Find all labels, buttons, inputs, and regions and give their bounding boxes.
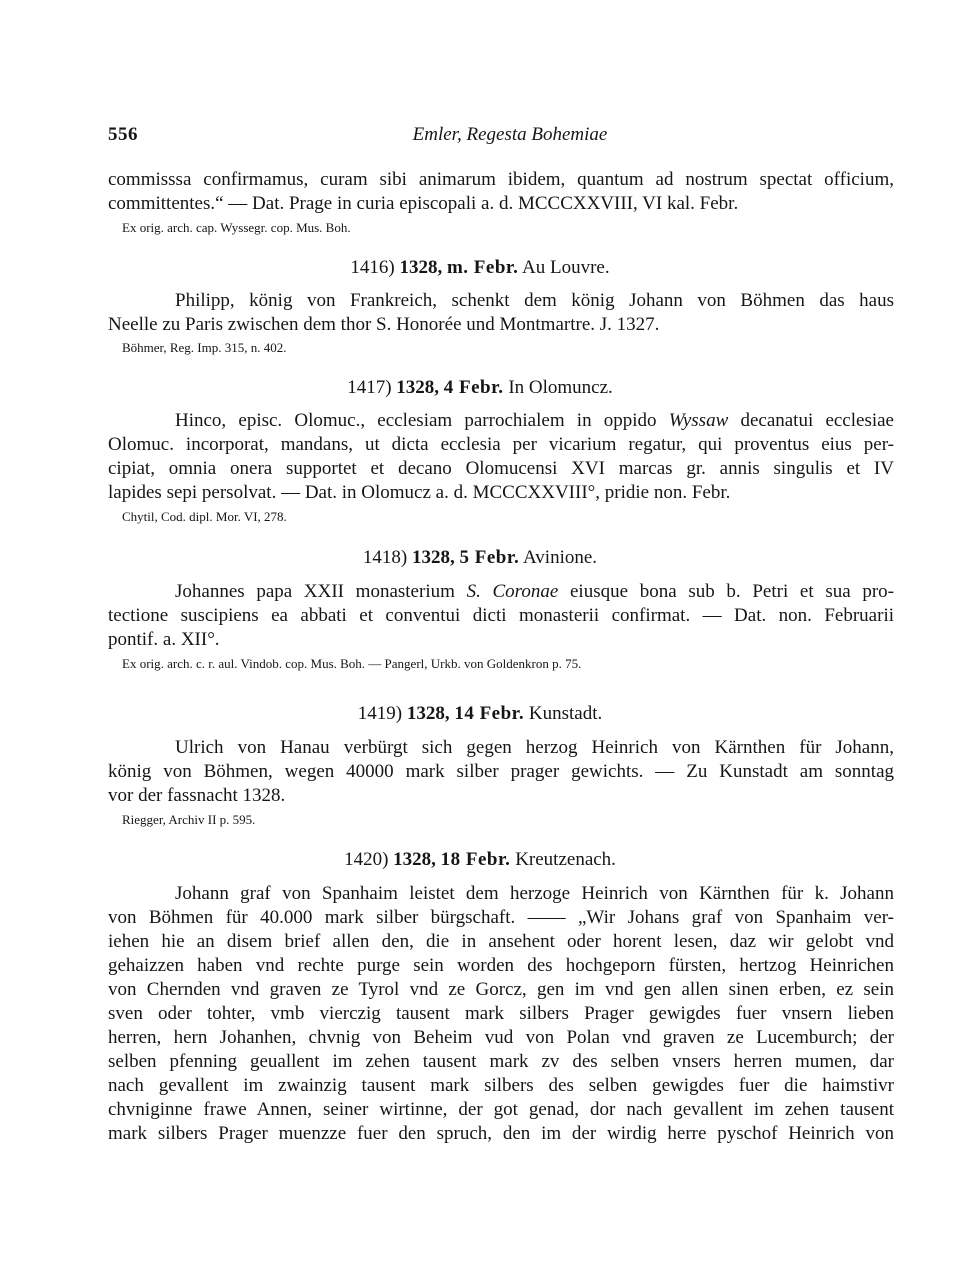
entry-line: herren, hern Johanhen, chvnig von Beheim vud von Polan vnd graven ze Lucemburch; der <box>108 1027 894 1048</box>
intro-line: commisssa confirmamus, curam sibi animarum ibidem, quantum ad nostrum spectat officium, <box>108 169 894 190</box>
entry-number: 1416) <box>350 257 395 278</box>
entry-line: cipiat, omnia onera supportet et decano Olomucensi XVI marcas gr. annis singulis et IV <box>108 458 894 479</box>
source-citation: Chytil, Cod. dipl. Mor. VI, 278. <box>122 509 287 524</box>
entry-number: 1419) <box>357 703 403 724</box>
entry-place: In Olomuncz. <box>508 377 613 398</box>
entry-date: 4 Febr. <box>443 377 504 398</box>
entry-year: 1328, <box>406 703 450 724</box>
entry-line: pontif. a. XII°. <box>108 629 220 650</box>
entry-place: Avinione. <box>523 547 598 568</box>
entry-line <box>175 409 894 433</box>
entry-line: könig von Böhmen, wegen 40000 mark silber prager gewichts. — Zu Kunstadt am sonntag <box>108 761 894 782</box>
entry-year: 1328, <box>393 849 436 870</box>
entry-date: 18 Febr. <box>440 849 511 870</box>
entry-line: selben pfenning geuallent im zehen tausent mark zv des selben vnsers herren mumen, dar <box>108 1051 894 1072</box>
entry-text: eiusque bona sub b. Petri et sua pro- <box>570 581 894 602</box>
entry-text: decanatui ecclesiae <box>740 410 894 431</box>
entry-line: Philipp, könig von Frankreich, schenkt dem könig Johann von Böhmen das haus <box>175 290 894 311</box>
entry-line <box>175 580 894 604</box>
entry-year: 1328, <box>412 547 455 568</box>
source-citation: Böhmer, Reg. Imp. 315, n. 402. <box>122 340 287 355</box>
source-citation: Ex orig. arch. cap. Wyssegr. cop. Mus. Boh. <box>122 220 351 235</box>
entry-line: gehaizzen haben vnd rechte purge sein worden des hochgeporn fürsten, hertzog Heinrichen <box>108 955 894 976</box>
source-citation: Ex orig. arch. c. r. aul. Vindob. cop. Mus. Boh. — Pangerl, Urkb. von Goldenkron p. 75. <box>122 656 582 671</box>
entry-text: Hinco, episc. Olomuc., ecclesiam parrochialem in oppido <box>175 410 657 431</box>
entry-year: 1328, <box>399 257 443 278</box>
entry-date: 14 Febr. <box>454 703 525 724</box>
entry-line: von Chernden vnd graven ze Tyrol vnd ze Gorcz, gen im vnd gen allen sinen erben, ez sein <box>108 979 894 1000</box>
entry-place: Kreutzenach. <box>515 849 616 870</box>
entry-text: Johannes papa XXII monasterium <box>175 581 455 602</box>
entry-line: mark silbers Prager muenzze fuer den spruch, den im der wirdig herre pyschof Heinrich von <box>108 1123 894 1144</box>
entry-date: 5 Febr. <box>459 547 520 568</box>
entry-line: Johann graf von Spanhaim leistet dem herzoge Heinrich von Kärnthen für k. Johann <box>175 883 894 904</box>
entry-line: iehen hie an disem brief allen den, die in ansehent oder horent lesen, daz wir gelobt vnd <box>108 931 894 952</box>
entry-line: sven oder tohter, vmb vierczig tausent mark silbers Prager gewigdes fuer vnsern lieben <box>108 1003 894 1024</box>
entry-line: von Böhmen für 40.000 mark silber bürgschaft. —— „Wir Johans graf von Spanhaim ver- <box>108 907 894 928</box>
entry-number: 1417) <box>347 377 392 398</box>
entry-line: chvniginne frawe Annen, seiner wirtinne, der got genad, dor nach gevallent im zehen tausent <box>108 1099 894 1120</box>
entry-line: Olomuc. incorporat, mandans, ut dicta ecclesia per vicarium regatur, qui proventus eius per- <box>108 434 894 455</box>
intro-line: committentes.“ — Dat. Prage in curia episcopali a. d. MCCCXXVIII, VI kal. Febr. <box>108 193 739 214</box>
entry-heading <box>0 702 960 726</box>
entry-line: lapides sepi persolvat. — Dat. in Olomucz a. d. MCCCXXVIII°, pridie non. Febr. <box>108 482 731 503</box>
entry-place: Kunstadt. <box>528 703 603 724</box>
source-citation: Riegger, Archiv II p. 595. <box>122 812 256 827</box>
entry-line: nach gevallent im zwainzig tausent mark silbers des selben gewigdes fuer die haimstivr <box>108 1075 894 1096</box>
entry-year: 1328, <box>396 377 440 398</box>
entry-number: 1418) <box>362 547 408 568</box>
entry-line: Neelle zu Paris zwischen dem thor S. Honorée und Montmartre. J. 1327. <box>108 314 660 335</box>
entry-number: 1420) <box>344 849 389 870</box>
entry-line: vor der fassnacht 1328. <box>108 785 286 806</box>
entry-heading <box>0 546 960 570</box>
entry-heading <box>0 848 960 872</box>
running-title: Emler, Regesta Bohemiae <box>412 124 608 145</box>
entry-heading <box>0 256 960 280</box>
entry-date: m. Febr. <box>446 257 519 278</box>
entry-line: Ulrich von Hanau verbürgt sich gegen herzog Heinrich von Kärnthen für Johann, <box>175 737 894 758</box>
italic-place-name: Wyssaw <box>668 410 729 431</box>
italic-monastery-name: S. Coronae <box>466 581 559 602</box>
page-number: 556 <box>108 124 138 145</box>
entry-place: Au Louvre. <box>522 257 610 278</box>
entry-line: tectione suscipiens ea abbati et conventui dicti monasterii confirmat. — Dat. non. Februarii <box>108 605 894 626</box>
entry-heading <box>0 376 960 400</box>
